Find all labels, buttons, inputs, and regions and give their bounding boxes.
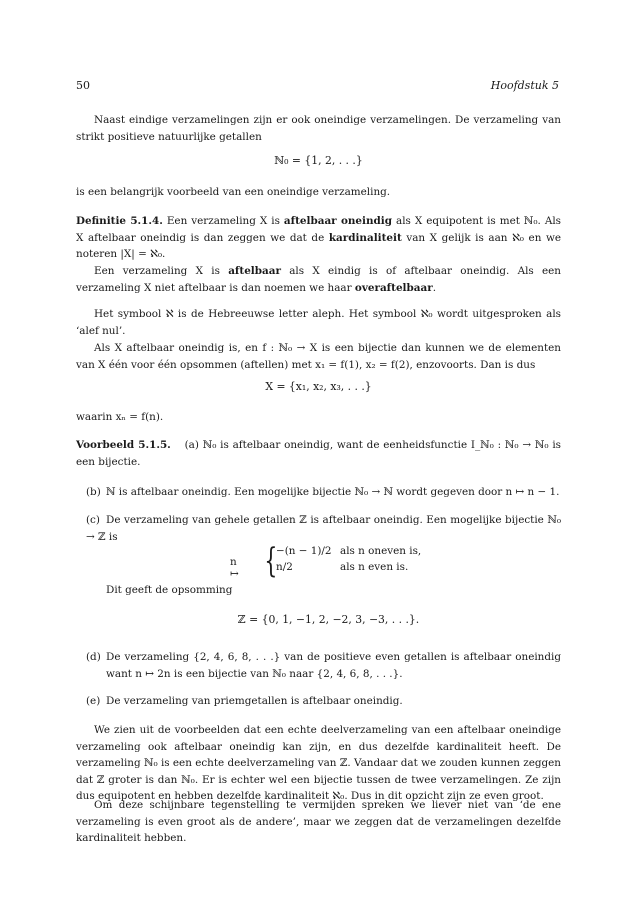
- case2-cond: als n even is.: [340, 561, 409, 573]
- case1-expr: −(n − 1)/2: [276, 545, 332, 557]
- item-b-label: (b): [86, 486, 101, 498]
- item-c-text: De verzameling van gehele getallen ℤ is aftelbaar oneindig. Een mogelijke bijectie ℕ₀ → ℤ is: [86, 514, 561, 543]
- display-n0-set: ℕ₀ = {1, 2, . . .}: [274, 154, 363, 167]
- map-arrow: n ↦: [230, 556, 239, 580]
- closing-paragraph-2: Om deze schijnbare tegenstelling te vermijden spreken we liever niet van ‘de ene verzameling is even groot als de andere’, maar we zeggen dat de verzamelingen dezelfde kardinaliteit hebben.: [76, 799, 561, 845]
- page-number: 50: [76, 79, 90, 92]
- item-a-label: (a): [184, 439, 199, 451]
- item-c: [86, 512, 561, 545]
- term-kardinaliteit: kardinaliteit: [328, 231, 402, 244]
- term-overaftelbaar: overaftelbaar: [354, 281, 433, 294]
- case1-cond: als n oneven is,: [340, 545, 422, 557]
- case-brace: {: [264, 541, 278, 581]
- example-5-1-5: [76, 437, 561, 470]
- display-z-set: ℤ = {0, 1, −1, 2, −2, 3, −3, . . .}.: [237, 613, 420, 626]
- item-a-text: ℕ₀ is aftelbaar oneindig, want de eenheidsfunctie I_ℕ₀ : ℕ₀ → ℕ₀ is een bijectie.: [76, 439, 561, 468]
- item-b-text: ℕ is aftelbaar oneindig. Een mogelijke bijectie ℕ₀ → ℕ wordt gegeven door n ↦ n − 1.: [106, 486, 560, 498]
- definition-paragraph-2: Een verzameling X is aftelbaar als X eindig is of aftelbaar oneindig. Als een verzameling X niet aftelbaar is dan noemen we haar overaftelbaar.: [76, 265, 561, 294]
- item-d-text: De verzameling {2, 4, 6, 8, . . .} van de positieve even getallen is aftelbaar oneindig want n ↦ 2n is een bijectie van ℕ₀ naar {2, 4, 6, 8, . . .}.: [106, 651, 561, 680]
- case2-expr: n/2: [276, 561, 293, 573]
- item-d: [86, 649, 561, 682]
- item-c-label: (c): [86, 514, 100, 526]
- item-e-label: (e): [86, 695, 101, 707]
- enumeration-conclusion: waarin xₙ = f(n).: [76, 411, 164, 423]
- example-label: Voorbeeld 5.1.5.: [76, 439, 171, 451]
- closing-paragraph-1: We zien uit de voorbeelden dat een echte deelverzameling van een aftelbaar oneindige verzameling ook aftelbaar oneindig kan zijn, en dus dezelfde kardinaliteit heeft. De verzameling ℕ₀ is een echte deelverzameling van ℤ. Vandaar dat we zouden kunnen zeggen dat ℤ groter is dan ℕ₀. Er is echter wel een bijectie tussen de twee verzamelingen. Ze zijn dus equipotent en hebben dezelfde kardinaliteit ℵ₀. Dus in dit opzicht zijn ze even groot.: [76, 724, 561, 803]
- display-x-set: X = {x₁, x₂, x₃, . . .}: [265, 380, 372, 393]
- term-aftelbaar: aftelbaar: [228, 265, 281, 277]
- intro-paragraph: Naast eindige verzamelingen zijn er ook oneindige verzamelingen. De verzameling van strikt positieve natuurlijke getallen: [76, 114, 561, 143]
- item-b: [86, 484, 561, 501]
- enumeration-paragraph: Als X aftelbaar oneindig is, en f : ℕ₀ → X is een bijectie dan kunnen we de elementen van X één voor één opsommen (aftellen) met x₁ = f(1), x₂ = f(2), enzovoorts. Dan is dus: [76, 342, 561, 371]
- item-e-text: De verzameling van priemgetallen is aftelbaar oneindig.: [106, 695, 403, 707]
- item-c-after: Dit geeft de opsomming: [106, 584, 233, 596]
- aleph-paragraph: Het symbool ℵ is de Hebreeuwse letter aleph. Het symbool ℵ₀ wordt uitgesproken als ‘alef nul’.: [76, 308, 561, 337]
- intro-conclusion: is een belangrijk voorbeeld van een oneindige verzameling.: [76, 186, 391, 198]
- term-aftelbaar-oneindig: aftelbaar oneindig: [283, 215, 393, 227]
- item-e: [86, 693, 561, 710]
- item-d-label: (d): [86, 651, 101, 663]
- definition-5-1-4: Definitie 5.1.4. Een verzameling X is aftelbaar oneindig als X equipotent is met ℕ₀. Als X aftelbaar oneindig is dan zeggen we dat de kardinaliteit van X gelijk is aan ℵ₀ en we noteren |X| = ℵ₀.: [76, 215, 561, 261]
- definition-label: Definitie 5.1.4.: [76, 215, 163, 227]
- chapter-header: Hoofdstuk 5: [490, 79, 559, 92]
